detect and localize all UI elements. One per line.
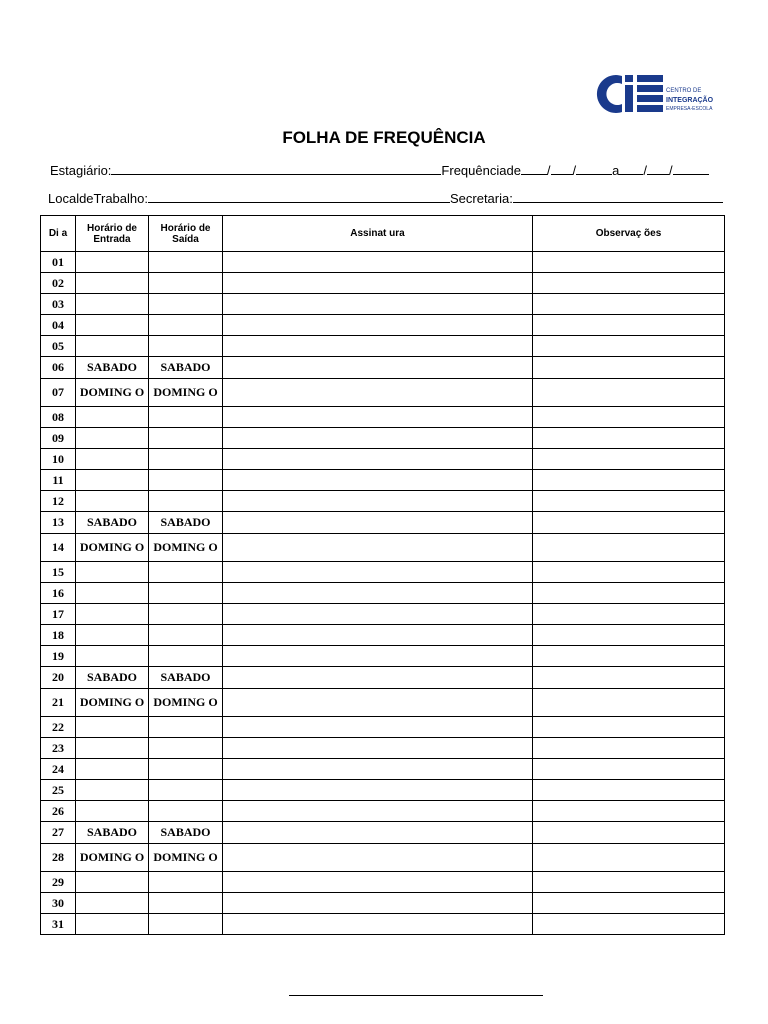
exit-time-cell[interactable]: [149, 562, 223, 583]
notes-cell[interactable]: [533, 470, 725, 491]
table-row: [41, 357, 725, 379]
day-number: 13: [41, 512, 76, 534]
table-row: [41, 294, 725, 315]
table-row: [41, 893, 725, 914]
exit-time-cell[interactable]: [149, 491, 223, 512]
notes-cell[interactable]: [533, 872, 725, 893]
table-row: [41, 336, 725, 357]
date-separator: /: [572, 163, 577, 178]
entry-time-cell[interactable]: [76, 273, 149, 294]
notes-cell[interactable]: [533, 315, 725, 336]
exit-time-cell: DOMING O: [149, 689, 223, 717]
notes-cell[interactable]: [533, 844, 725, 872]
entry-time-cell[interactable]: [76, 491, 149, 512]
day-number: 14: [41, 534, 76, 562]
signature-cell[interactable]: [223, 357, 533, 379]
day-number: 24: [41, 759, 76, 780]
table-header-row: [41, 216, 725, 252]
exit-time-cell[interactable]: [149, 428, 223, 449]
entry-time-cell[interactable]: [76, 407, 149, 428]
date-separator: /: [546, 163, 551, 178]
entry-time-cell[interactable]: [76, 780, 149, 801]
table-row: [41, 470, 725, 491]
table-row: [41, 604, 725, 625]
workplace-field[interactable]: [148, 190, 450, 203]
frequency-year-start[interactable]: [576, 162, 612, 175]
signature-cell[interactable]: [223, 914, 533, 935]
exit-time-cell[interactable]: [149, 470, 223, 491]
intern-frequency-line: [50, 162, 709, 178]
signature-cell[interactable]: [223, 759, 533, 780]
day-number: 22: [41, 717, 76, 738]
exit-time-cell[interactable]: [149, 407, 223, 428]
notes-cell[interactable]: [533, 689, 725, 717]
day-number: 25: [41, 780, 76, 801]
table-row: [41, 379, 725, 407]
signature-cell[interactable]: [223, 379, 533, 407]
notes-cell[interactable]: [533, 252, 725, 273]
entry-time-cell: SABADO: [76, 667, 149, 689]
table-row: [41, 689, 725, 717]
notes-cell[interactable]: [533, 294, 725, 315]
exit-time-cell[interactable]: [149, 914, 223, 935]
signature-cell[interactable]: [223, 604, 533, 625]
entry-time-cell[interactable]: [76, 583, 149, 604]
exit-time-cell: DOMING O: [149, 534, 223, 562]
entry-time-cell[interactable]: [76, 717, 149, 738]
day-number: 18: [41, 625, 76, 646]
notes-cell[interactable]: [533, 534, 725, 562]
table-row: [41, 583, 725, 604]
date-range-to: a: [612, 163, 620, 178]
table-row: [41, 667, 725, 689]
entry-time-cell[interactable]: [76, 738, 149, 759]
notes-cell[interactable]: [533, 667, 725, 689]
notes-cell[interactable]: [533, 428, 725, 449]
entry-time-cell: SABADO: [76, 512, 149, 534]
signature-cell[interactable]: [223, 689, 533, 717]
exit-time-cell: SABADO: [149, 512, 223, 534]
workplace-secretariat-line: [48, 190, 723, 206]
exit-time-cell[interactable]: [149, 738, 223, 759]
day-number: 21: [41, 689, 76, 717]
signature-cell[interactable]: [223, 273, 533, 294]
day-number: 04: [41, 315, 76, 336]
entry-time-cell[interactable]: [76, 336, 149, 357]
header-day: Di a: [41, 216, 76, 252]
entry-time-cell[interactable]: [76, 625, 149, 646]
entry-time-cell: DOMING O: [76, 379, 149, 407]
day-number: 27: [41, 822, 76, 844]
frequency-day-end[interactable]: [619, 162, 643, 175]
day-number: 16: [41, 583, 76, 604]
header-notes: Observaç ões: [533, 216, 725, 252]
table-row: [41, 273, 725, 294]
day-number: 31: [41, 914, 76, 935]
notes-cell[interactable]: [533, 449, 725, 470]
entry-time-cell[interactable]: [76, 893, 149, 914]
notes-cell[interactable]: [533, 759, 725, 780]
table-row: [41, 738, 725, 759]
signature-cell[interactable]: [223, 872, 533, 893]
signature-cell[interactable]: [223, 738, 533, 759]
signature-cell[interactable]: [223, 315, 533, 336]
exit-time-cell[interactable]: [149, 893, 223, 914]
notes-cell[interactable]: [533, 801, 725, 822]
day-number: 08: [41, 407, 76, 428]
exit-time-cell[interactable]: [149, 717, 223, 738]
notes-cell[interactable]: [533, 562, 725, 583]
frequency-year-end[interactable]: [673, 162, 709, 175]
day-number: 02: [41, 273, 76, 294]
signature-cell[interactable]: [223, 646, 533, 667]
signature-cell[interactable]: [223, 534, 533, 562]
workplace-label: LocaldeTrabalho:: [48, 191, 148, 206]
day-number: 06: [41, 357, 76, 379]
signature-cell[interactable]: [223, 780, 533, 801]
exit-time-cell[interactable]: [149, 780, 223, 801]
table-row: [41, 315, 725, 336]
entry-time-cell[interactable]: [76, 470, 149, 491]
entry-time-cell[interactable]: [76, 562, 149, 583]
day-number: 07: [41, 379, 76, 407]
day-number: 30: [41, 893, 76, 914]
entry-time-cell: SABADO: [76, 822, 149, 844]
day-number: 15: [41, 562, 76, 583]
header-exit-time: Horário de Saída: [149, 216, 223, 252]
table-row: [41, 822, 725, 844]
table-row: [41, 428, 725, 449]
frequency-label: Frequênciade: [441, 163, 521, 178]
secretariat-label: Secretaria:: [449, 191, 513, 206]
entry-time-cell[interactable]: [76, 759, 149, 780]
frequency-month-start[interactable]: [551, 162, 573, 175]
intern-field[interactable]: [111, 162, 441, 175]
exit-time-cell: SABADO: [149, 357, 223, 379]
day-number: 26: [41, 801, 76, 822]
entry-time-cell[interactable]: [76, 914, 149, 935]
table-row: [41, 562, 725, 583]
day-number: 09: [41, 428, 76, 449]
exit-time-cell[interactable]: [149, 315, 223, 336]
exit-time-cell[interactable]: [149, 583, 223, 604]
notes-cell[interactable]: [533, 336, 725, 357]
signature-cell[interactable]: [223, 470, 533, 491]
exit-time-cell[interactable]: [149, 801, 223, 822]
exit-time-cell[interactable]: [149, 294, 223, 315]
signature-cell[interactable]: [223, 625, 533, 646]
entry-time-cell[interactable]: [76, 294, 149, 315]
entry-time-cell[interactable]: [76, 604, 149, 625]
exit-time-cell[interactable]: [149, 336, 223, 357]
table-row: [41, 872, 725, 893]
ciee-logo: [592, 72, 720, 116]
exit-time-cell[interactable]: [149, 252, 223, 273]
signature-cell[interactable]: [223, 717, 533, 738]
notes-cell[interactable]: [533, 780, 725, 801]
signature-cell[interactable]: [223, 407, 533, 428]
attendance-table: [40, 215, 725, 935]
page-title: FOLHA DE FREQUÊNCIA: [282, 128, 486, 147]
entry-time-cell[interactable]: [76, 646, 149, 667]
notes-cell[interactable]: [533, 604, 725, 625]
signature-cell[interactable]: [223, 491, 533, 512]
notes-cell[interactable]: [533, 646, 725, 667]
frequency-day-start[interactable]: [521, 162, 547, 175]
day-number: 17: [41, 604, 76, 625]
day-number: 11: [41, 470, 76, 491]
table-row: [41, 844, 725, 872]
notes-cell[interactable]: [533, 717, 725, 738]
entry-time-cell[interactable]: [76, 872, 149, 893]
notes-cell[interactable]: [533, 407, 725, 428]
notes-cell[interactable]: [533, 893, 725, 914]
signature-cell[interactable]: [223, 562, 533, 583]
signature-cell[interactable]: [223, 252, 533, 273]
entry-time-cell[interactable]: [76, 252, 149, 273]
exit-time-cell[interactable]: [149, 646, 223, 667]
notes-cell[interactable]: [533, 822, 725, 844]
table-row: [41, 759, 725, 780]
intern-label: Estagiário:: [50, 163, 112, 178]
table-row: [41, 801, 725, 822]
notes-cell[interactable]: [533, 914, 725, 935]
signature-cell[interactable]: [223, 844, 533, 872]
signature-cell[interactable]: [223, 667, 533, 689]
svg-text:CENTRO DE: CENTRO DE: [666, 88, 702, 94]
day-number: 05: [41, 336, 76, 357]
svg-text:EMPRESA-ESCOLA: EMPRESA-ESCOLA: [666, 106, 713, 112]
frequency-month-end[interactable]: [647, 162, 669, 175]
secretariat-field[interactable]: [513, 190, 723, 203]
table-row: [41, 914, 725, 935]
exit-time-cell[interactable]: [149, 449, 223, 470]
entry-time-cell: DOMING O: [76, 689, 149, 717]
table-row: [41, 252, 725, 273]
day-number: 01: [41, 252, 76, 273]
entry-time-cell[interactable]: [76, 428, 149, 449]
date-separator: /: [643, 163, 648, 178]
exit-time-cell[interactable]: [149, 273, 223, 294]
signature-cell[interactable]: [223, 512, 533, 534]
exit-time-cell[interactable]: [149, 872, 223, 893]
exit-time-cell[interactable]: [149, 604, 223, 625]
notes-cell[interactable]: [533, 357, 725, 379]
day-number: 28: [41, 844, 76, 872]
entry-time-cell[interactable]: [76, 315, 149, 336]
entry-time-cell[interactable]: [76, 449, 149, 470]
day-number: 19: [41, 646, 76, 667]
signature-cell[interactable]: [223, 801, 533, 822]
exit-time-cell[interactable]: [149, 625, 223, 646]
notes-cell[interactable]: [533, 738, 725, 759]
table-row: [41, 512, 725, 534]
signature-cell[interactable]: [223, 449, 533, 470]
signature-line: [289, 995, 543, 996]
notes-cell[interactable]: [533, 273, 725, 294]
notes-cell[interactable]: [533, 491, 725, 512]
entry-time-cell[interactable]: [76, 801, 149, 822]
table-row: [41, 534, 725, 562]
day-number: 03: [41, 294, 76, 315]
exit-time-cell: SABADO: [149, 667, 223, 689]
signature-cell[interactable]: [223, 893, 533, 914]
date-separator: /: [669, 163, 673, 178]
day-number: 23: [41, 738, 76, 759]
day-number: 12: [41, 491, 76, 512]
signature-cell[interactable]: [223, 428, 533, 449]
day-number: 29: [41, 872, 76, 893]
signature-cell[interactable]: [223, 336, 533, 357]
entry-time-cell: DOMING O: [76, 844, 149, 872]
entry-time-cell: DOMING O: [76, 534, 149, 562]
notes-cell[interactable]: [533, 379, 725, 407]
header-entry-time: Horário de Entrada: [76, 216, 149, 252]
exit-time-cell: DOMING O: [149, 844, 223, 872]
entry-time-cell: SABADO: [76, 357, 149, 379]
table-row: [41, 646, 725, 667]
table-row: [41, 625, 725, 646]
day-number: 10: [41, 449, 76, 470]
signature-cell[interactable]: [223, 583, 533, 604]
notes-cell[interactable]: [533, 625, 725, 646]
signature-cell[interactable]: [223, 294, 533, 315]
signature-cell[interactable]: [223, 822, 533, 844]
exit-time-cell: SABADO: [149, 822, 223, 844]
svg-text:INTEGRAÇÃO: INTEGRAÇÃO: [666, 97, 714, 104]
table-row: [41, 449, 725, 470]
exit-time-cell: DOMING O: [149, 379, 223, 407]
exit-time-cell[interactable]: [149, 759, 223, 780]
header-signature: Assinat ura: [223, 216, 533, 252]
day-number: 20: [41, 667, 76, 689]
table-row: [41, 491, 725, 512]
notes-cell[interactable]: [533, 512, 725, 534]
table-row: [41, 717, 725, 738]
notes-cell[interactable]: [533, 583, 725, 604]
table-row: [41, 407, 725, 428]
table-row: [41, 780, 725, 801]
